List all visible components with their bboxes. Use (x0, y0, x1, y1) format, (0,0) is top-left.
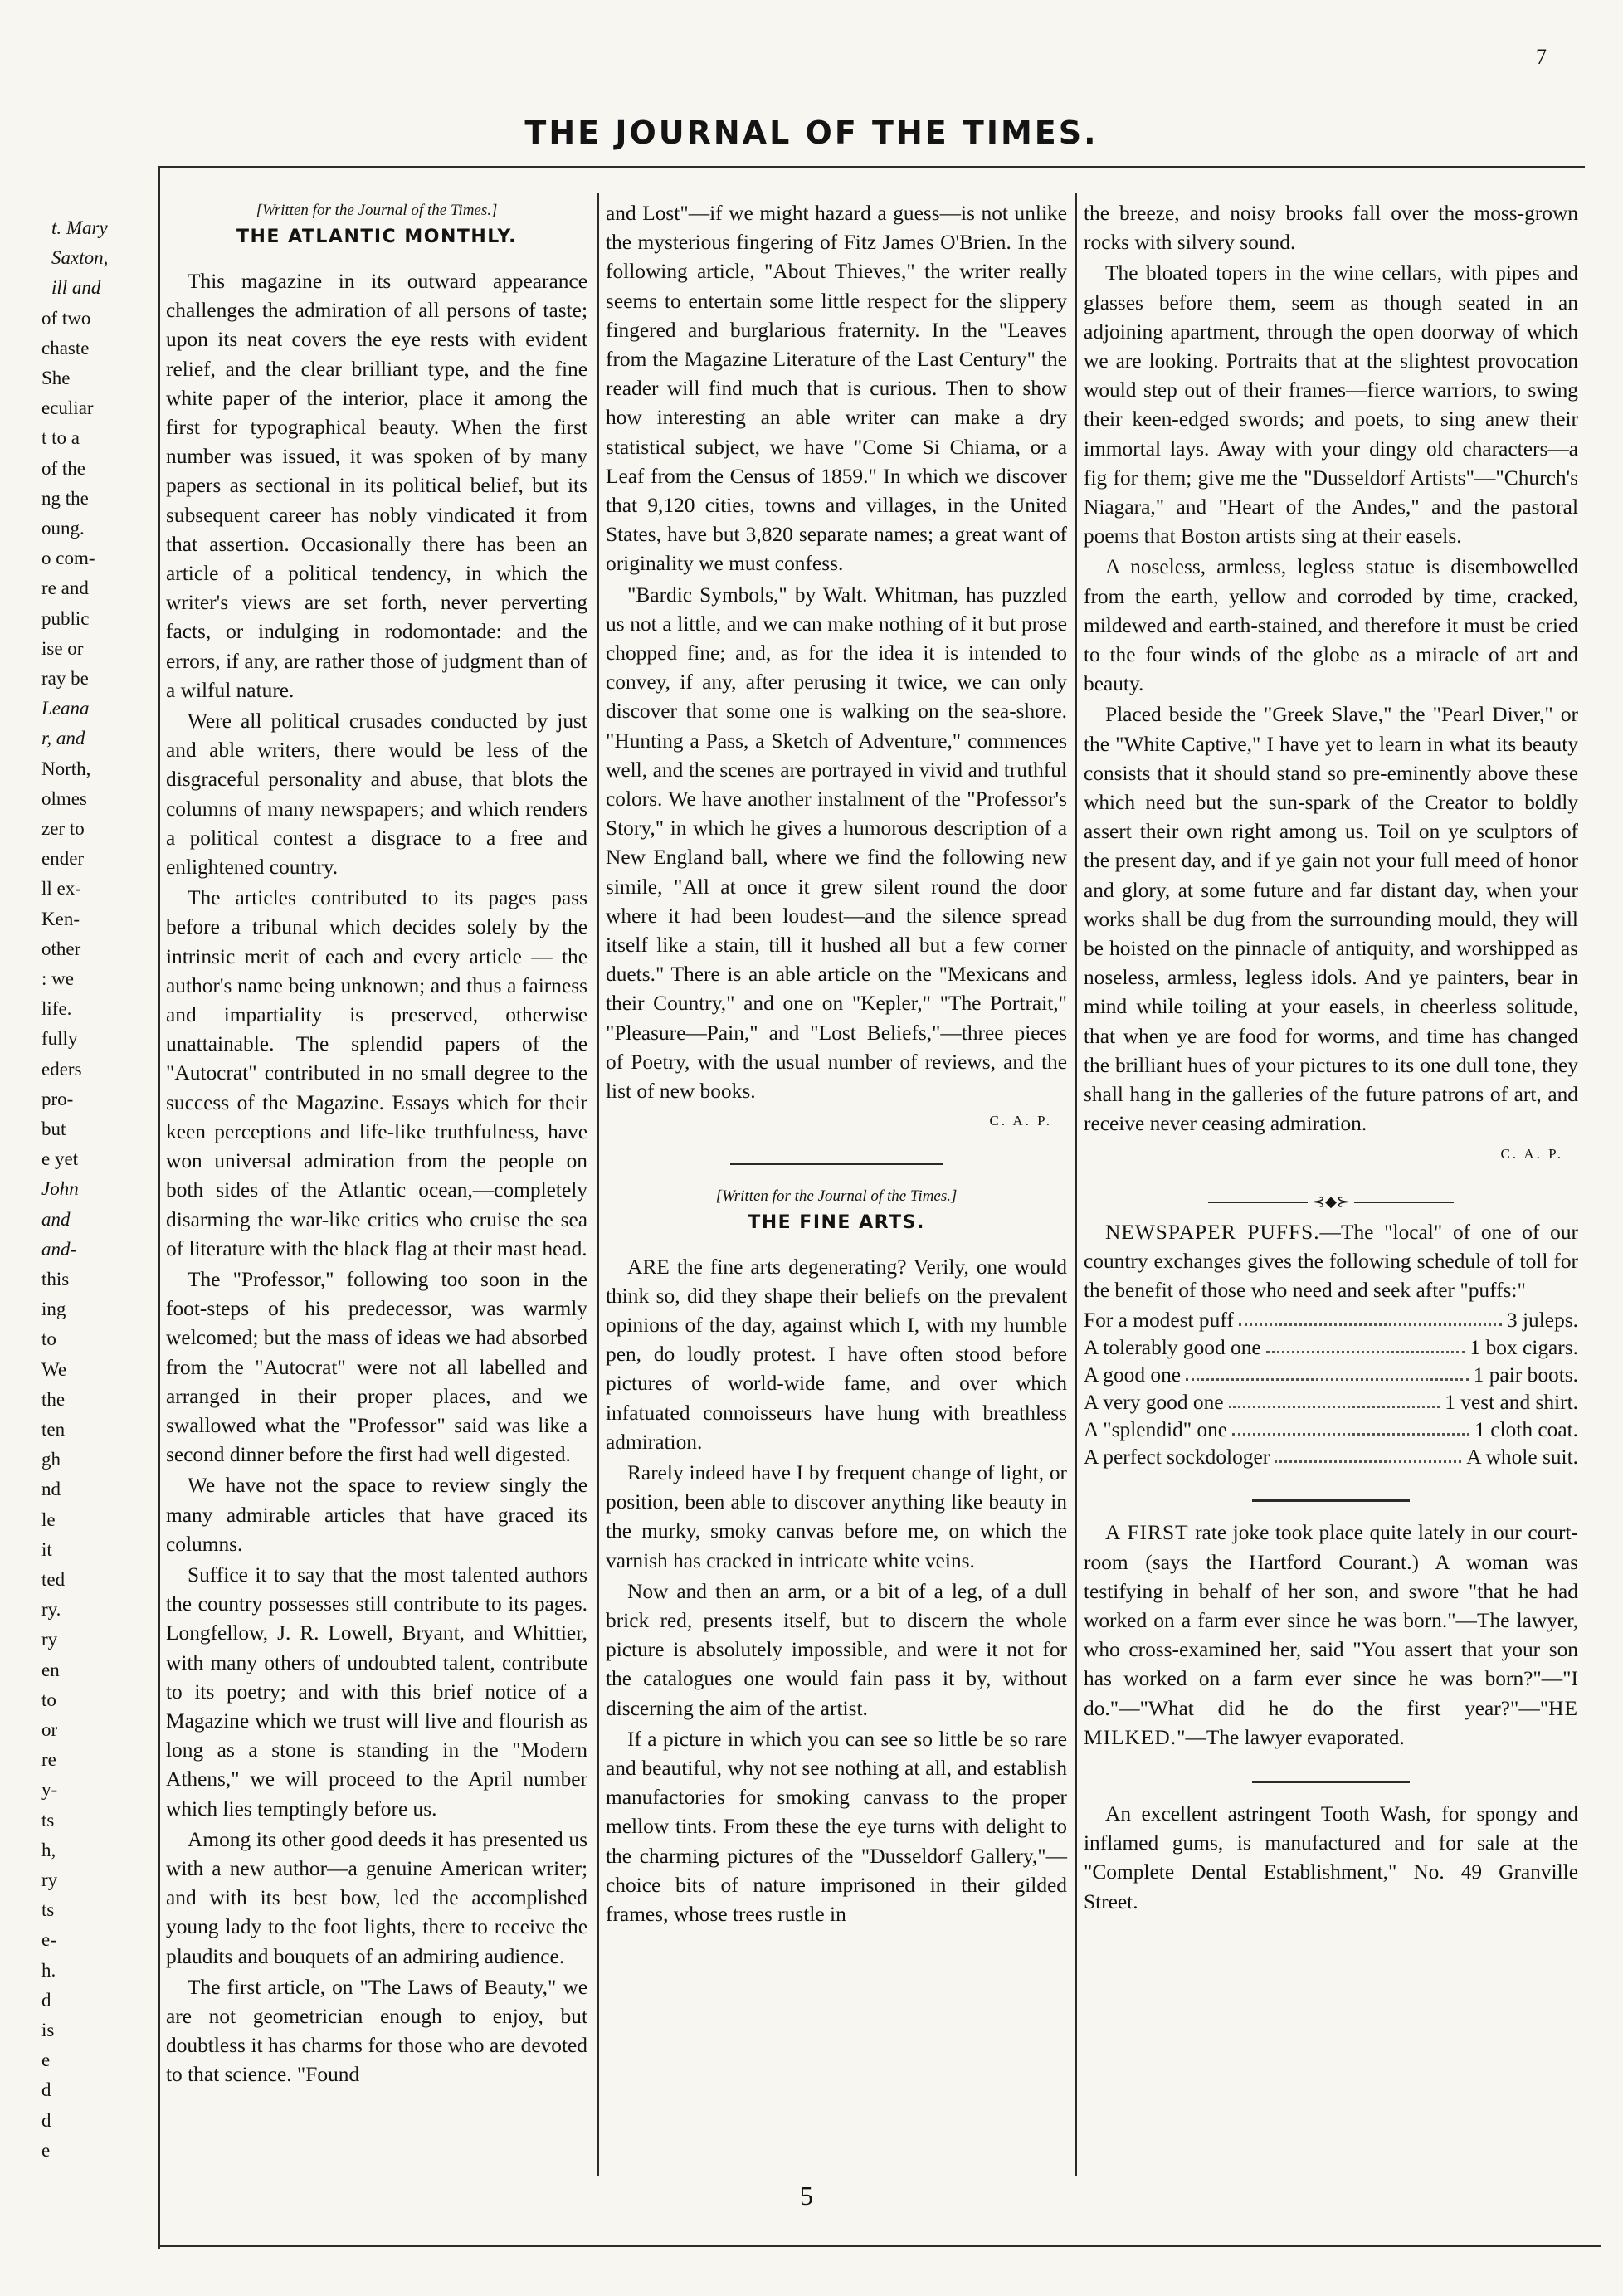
edge-fragment: nd (41, 1479, 61, 1500)
edge-fragment: of the (41, 457, 86, 479)
tooth-wash-paragraph: An excellent astringent Tooth Wash, for spongy and inflamed gums, is manufactured and for sale at the "Complete Dental Establishment," No. 49 Granville Street. (1084, 1801, 1578, 1913)
edge-fragment: John (41, 1178, 79, 1200)
edge-fragment: it (41, 1538, 52, 1560)
edge-fragment: She (41, 368, 71, 388)
atlantic-para-3: The articles contributed to its pages pass before a tribunal which decides solely by the intrinsic merit of each and every article — the author's name being unknown; and thus a fairness and impartiality is preserved, otherwise unattainable. The splendid papers of the "Autocrat" contributed in no small degree to the success of the Magazine. Essays which for their keen perceptions and life-like truthfulness, have won universal admiration from the people on both sides of the Atlantic ocean,—completely disarming the war-like critics who cruise the sea of literature with the black flag at their mast head. (166, 886, 587, 1260)
joke-punch: HE MILKED. (1084, 1696, 1578, 1749)
ornamental-divider: ⊰◆⊱ (1084, 1193, 1578, 1211)
fine-arts-cont-4: Placed beside the "Greek Slave," the "Pearl Diver," or the "White Captive," I have yet to learn in what its beauty consists that it should stand so pre-eminently above these which need but the sun-spark of the Creator to boldly assert their own right among us. Toil on ye sculptors of the present day, and if ye gain not your full meed of honor and glory, at some future and far distant day, when your works shall be dug from the surrounding mould, they will be hoisted on the pinnacle of antiquity, and worshipped as noseless, armless, legless idols. And ye painters, bear in mind while toiling at your easels, in cheerless solitude, that when ye are food for worms, and time has changed the brilliant hues of your pictures to its one dull tone, they shall hang in the galleries of the future patrons of art, and receive never ceasing admiration. (1084, 703, 1578, 1136)
edge-fragment: Saxton, (51, 247, 109, 269)
edge-fragment: ender (41, 848, 85, 870)
edge-fragment: ill and (51, 277, 101, 299)
edge-fragment: ry (41, 1629, 58, 1650)
puff-row (1084, 1362, 1578, 1389)
edge-fragment: e (41, 2050, 51, 2071)
fine-arts-para-1: ARE the fine arts degenerating? Verily, one would think so, did they shape their beliefs on the prevalent opinions of the day, against which I, with my humble pen, do loudly protest. I have often stood before pictures of world-wide fame, and over which infatuated connoisseurs have hung with breathless admiration. (606, 1255, 1067, 1454)
edge-fragment: ll ex- (41, 878, 81, 899)
edge-fragment: h. (41, 1959, 56, 1981)
edge-fragment: to (41, 1689, 56, 1710)
dot-leader (1239, 1307, 1502, 1326)
puff-price: 1 pair boots. (1473, 1363, 1578, 1387)
article-separator (1252, 1781, 1411, 1783)
edge-fragment: and (41, 1208, 71, 1230)
edge-fragment: North, (41, 758, 91, 779)
edge-fragment: ts (41, 1899, 55, 1921)
edge-fragment: d (41, 2109, 51, 2131)
edge-fragment: life. (41, 998, 72, 1020)
fine-arts-para-3: Now and then an arm, or a bit of a leg, of a dull brick red, presents itself, but to discern the whole picture is absolutely impossible, and were it not for the catalogues one would fain pass it by, without discerning the aim of the artist. (606, 1579, 1067, 1720)
dot-leader (1229, 1389, 1440, 1408)
edge-fragment: re (41, 1749, 56, 1771)
article-separator (730, 1163, 943, 1165)
puff-item: A good one (1084, 1363, 1182, 1387)
puff-item: A perfect sockdologer (1084, 1445, 1270, 1470)
puff-row (1084, 1444, 1578, 1471)
joke-paragraph (1084, 1518, 1578, 1752)
page-bottom-rule (158, 2245, 1601, 2247)
puff-item: A tolerably good one (1084, 1336, 1261, 1360)
joke-text: rate joke took place quite lately in our court-room (says the Hartford Courant.) A woman was testifying in behalf of her son, and swore "that he had worked on a farm ever since he was born."—The lawyer, who cross-examined her, said "You assert that your son has worked on a farm ever since he was born?"—"I do."—"What did he do the first year?"—" (1084, 1521, 1578, 1720)
puff-price: 1 box cigars. (1469, 1336, 1578, 1360)
edge-fragment: Ken- (41, 908, 80, 929)
edge-fragment: gh (41, 1449, 61, 1470)
edge-fragment: ten (41, 1419, 66, 1440)
edge-fragment: r, and (41, 728, 85, 749)
atlantic-cont-2: "Bardic Symbols," by Walt. Whitman, has puzzled us not a little, and we can make nothing of it but prose chopped fine; and, as for the idea it is intended to convey, if any, after perusing it twice, we can only discover that some one is walking on the sea-shore. "Hunting a Pass, a Sketch of Adventure," commences well, and the scenes are portrayed in vivid and truthful colors. We have another instalment of the "Professor's Story," in which he gives a humorous description of a New England ball, where we find the following new simile, "All at once it grew silent round the door where it had been loudest—and the silence spread itself like a stain, till it hushed all but a few corner duets." There is an able article on the "Mexicans and their Country," and one on "Kepler," "The Portrait," "Pleasure—Pain," and "Lost Beliefs,"—three pieces of Poetry, with the usual number of reviews, and the list of new books. (606, 583, 1067, 1104)
edge-fragment: h, (41, 1839, 56, 1860)
edge-fragment: is (41, 2020, 55, 2040)
edge-fragment: to (41, 1328, 56, 1350)
edge-fragment: chaste (41, 337, 90, 358)
edge-fragment: but (41, 1119, 66, 1139)
atlantic-para-2: Were all political crusades conducted by just and able writers, there would be less of the disgraceful personality and abuse, that blots the columns of many newspapers; and which renders a political contest a disgrace to a free and enlightened country. (166, 709, 587, 880)
edge-fragment: ted (41, 1569, 66, 1590)
edge-fragment: Leana (41, 698, 90, 719)
edge-fragment: this (41, 1269, 70, 1289)
atlantic-para-7: Among its other good deeds it has presented us with a new author—a genuine American writer; and with its best bow, led the accomplished young lady to the foot lights, there to receive the plaudits and bouquets of an admiring audience. (166, 1827, 587, 1968)
left-edge-fragments (12, 0, 159, 2296)
corner-mark: 7 (1536, 45, 1547, 69)
edge-fragment: e- (41, 1929, 56, 1951)
edge-fragment: d (41, 1989, 51, 2011)
column-divider-1 (597, 193, 599, 2176)
edge-fragment: : we (41, 968, 74, 989)
edge-fragment: We (41, 1358, 67, 1380)
dot-leader (1275, 1444, 1461, 1463)
puff-row (1084, 1307, 1578, 1334)
atlantic-para-8: The first article, on "The Laws of Beauty," we are not geometrician enough to enjoy, but doubtless it has charms for those who are devoted to that science. "Found (166, 1975, 587, 2087)
dot-leader (1186, 1362, 1469, 1381)
joke-lead: A FIRST (1105, 1521, 1189, 1545)
fine-arts-signature: C. A. P. (1500, 1145, 1563, 1162)
edge-fragment: t. Mary (51, 217, 108, 238)
atlantic-para-1: This magazine in its outward appearance challenges the admiration of all persons of taste; upon its neat covers the eye rests with evident relief, and the clear brilliant type, and the fine white paper of the interior, place it among the first for typographical beauty. When the first number was issued, it was spoken of by many papers as sectional in its political belief, but its subsequent career has nobly vindicated it from that assertion. Occasionally there has been an article of a political tendency, in which the writer's views are set forth, never perverting facts, or indulging in rodomontade: and the errors, if any, are rather those of judgment than of a wilful nature. (166, 270, 587, 702)
puff-price: 3 juleps. (1506, 1309, 1578, 1333)
puff-row (1084, 1334, 1578, 1362)
edge-fragment: the (41, 1388, 66, 1410)
edge-fragment: ray be (41, 668, 89, 689)
puffs-intro: —The "local" of one of our country exchanges gives the following schedule of toll for the benefit of those who need and seek after "puffs:" (1084, 1220, 1579, 1303)
fine-arts-cont-3: A noseless, armless, legless statue is disembowelled from the earth, yellow and corroded by time, cracked, mildewed and earth-stained, and therefore it must be cried to the four winds of the globe as a miracle of art and beauty. (1084, 555, 1578, 696)
edge-fragment: olmes (41, 787, 87, 809)
edge-fragment: e (41, 2139, 51, 2161)
edge-fragment: eders (41, 1058, 82, 1080)
dot-leader (1266, 1334, 1465, 1353)
puff-row (1084, 1416, 1578, 1444)
atlantic-signature: C. A. P. (989, 1113, 1052, 1129)
atlantic-para-5: We have not the space to review singly the many admirable articles that have graced its columns. (166, 1474, 587, 1556)
edge-fragment: en (41, 1659, 60, 1680)
joke-tail: "—The lawyer evaporated. (1177, 1725, 1405, 1749)
masthead-title: THE JOURNAL OF THE TIMES. (524, 115, 1099, 151)
masthead-rule (158, 166, 1585, 168)
edge-fragment: public (41, 607, 90, 629)
edge-fragment: zer to (41, 818, 85, 839)
edge-fragment: or (41, 1719, 58, 1740)
column-1 (166, 196, 587, 2090)
puffs-paragraph (1084, 1218, 1578, 1306)
puff-item: A very good one (1084, 1391, 1224, 1415)
atlantic-para-4: The "Professor," following too soon in the foot-steps of his predecessor, was warmly welcomed; but the mass of ideas we had absorbed from the "Autocrat" were not all labelled and arranged in their proper places, and we swallowed what the "Professor" said was like a second dinner before the first had well digested. (166, 1267, 587, 1467)
edge-fragment: d (41, 2079, 51, 2101)
fine-arts-para-4: If a picture in which you can see so little be so rare and beautiful, why not see nothing at all, and establish manufactories for smoking canvass to the proper mellow tints. From these the eye turns with delight to the charming pictures of the "Dusseldorf Gallery,"—choice bits of nature imprisoned in their gilded frames, whose trees rustle in (606, 1727, 1067, 1926)
edge-fragment: fully (41, 1028, 78, 1050)
fine-arts-credit: [Written for the Journal of the Times.] (715, 1187, 958, 1205)
edge-fragment: other (41, 938, 81, 959)
edge-fragment: y- (41, 1779, 58, 1801)
puff-item: A "splendid" one (1084, 1418, 1228, 1442)
edge-fragment: ing (41, 1299, 66, 1320)
edge-fragment: ise or (41, 637, 84, 659)
column-2 (606, 199, 1067, 1929)
dot-leader (1232, 1416, 1469, 1436)
edge-fragment: o com- (41, 548, 95, 569)
atlantic-para-6: Suffice it to say that the most talented authors the country possesses still contribute to its pages. Longfellow, J. R. Lowell, Bryant, and Whittier, with many others of undoubted talent, contribute to its poetry; and with this brief notice of a Magazine which we trust will live and flourish as long as a stone is standing in the "Modern Athens," we will proceed to the April number which lies temptingly before us. (166, 1562, 587, 1821)
article-separator (1252, 1499, 1411, 1502)
edge-fragment: t to a (41, 427, 80, 449)
edge-fragment: pro- (41, 1088, 74, 1109)
edge-fragment: e yet (41, 1148, 79, 1170)
atlantic-heading: THE ATLANTIC MONTHLY. (236, 227, 518, 247)
fine-arts-para-2: Rarely indeed have I by frequent change of light, or position, been able to discover anything like beauty in the murky, smoky canvas before me, on which the varnish has cracked in intricate white veins. (606, 1460, 1067, 1572)
fine-arts-heading: THE FINE ARTS. (748, 1211, 925, 1233)
edge-fragment: and- (41, 1238, 77, 1260)
edge-fragment: ry. (41, 1599, 61, 1621)
fine-arts-cont-1: the breeze, and noisy brooks fall over the moss-grown rocks with silvery sound. (1084, 202, 1578, 255)
edge-fragment: of two (41, 307, 91, 329)
puff-price: A whole suit. (1466, 1445, 1578, 1470)
edge-fragment: ts (41, 1809, 55, 1830)
atlantic-cont-1: and Lost"—if we might hazard a guess—is not unlike the mysterious fingering of Fitz James O'Brien. In the following article, "About Thieves," the writer really seems to entertain some little respect for the slippery fingered and burglarious fraternity. In the "Leaves from the Magazine Literature of the Last Century" the reader will find much that is curious. Then to show how interesting an able writer can make a dry statistical subject, we have "Come Si Chiama, or a Leaf from the Census of 1859." In which we discover that 9,120 cities, towns and villages, in the United States, have but 3,820 separate names; a great want of originality we must confess. (606, 202, 1067, 576)
column-divider-2 (1075, 193, 1077, 2176)
puff-row (1084, 1389, 1578, 1416)
edge-fragment: re and (41, 578, 89, 599)
puffs-schedule (1084, 1307, 1578, 1471)
edge-fragment: le (41, 1509, 56, 1530)
fine-arts-cont-2: The bloated topers in the wine cellars, with pipes and glasses before them, seem as though seated in an adjoining apartment, through the open doorway of which we are looking. Portraits that at the slightest provocation would step out of their frames—fierce warriors, to swing their keen-edged swords; and poets, to sing anew their immortal lays. Away with your dingy old characters—a fig for them; give me the "Dusseldorf Artists"—"Church's Niagara," and "Heart of the Andes," and the pastoral poems that Boston artists sing at their easels. (1084, 261, 1578, 548)
edge-fragment: oung. (41, 518, 85, 539)
edge-fragment: ry (41, 1869, 58, 1890)
puff-price: 1 cloth coat. (1474, 1418, 1578, 1442)
edge-fragment: eculiar (41, 397, 94, 419)
atlantic-credit: [Written for the Journal of the Times.] (256, 202, 498, 219)
puffs-lead: NEWSPAPER PUFFS. (1105, 1220, 1320, 1244)
column-3 (1084, 199, 1578, 1917)
edge-fragment: ng the (41, 487, 89, 509)
puff-price: 1 vest and shirt. (1445, 1391, 1578, 1415)
puff-item: For a modest puff (1084, 1309, 1234, 1333)
page-number: 5 (800, 2181, 813, 2211)
